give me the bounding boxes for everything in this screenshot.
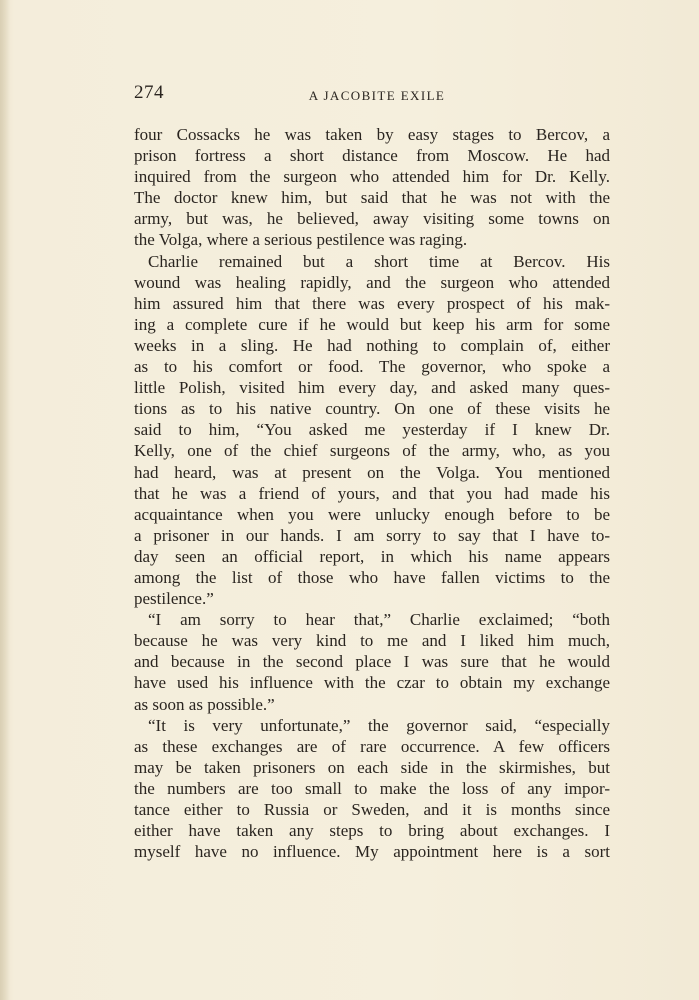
text-line: him assured him that there was every prospect of his mak-: [134, 293, 610, 313]
text-line: weeks in a sling. He had nothing to complain of, either: [134, 335, 610, 355]
page-binding-shadow: [0, 0, 10, 1000]
text-line: prison fortress a short distance from Moscow. He had: [134, 146, 610, 166]
text-line: tions as to his native country. On one of these visits he: [134, 399, 610, 419]
text-line: have used his influence with the czar to obtain my exchange: [134, 673, 610, 693]
text-line: myself have no influence. My appointment here is a sort: [134, 842, 610, 862]
text-line: as these exchanges are of rare occurrence. A few officers: [134, 736, 610, 756]
text-line: little Polish, visited him every day, and asked many ques-: [134, 378, 610, 398]
text-line: may be taken prisoners on each side in the skirmishes, but: [134, 757, 610, 777]
text-line: tance either to Russia or Sweden, and it is months since: [134, 800, 610, 819]
text-line: pestilence.”: [134, 589, 214, 609]
page-header: [134, 82, 610, 106]
text-line: and because in the second place I was sure that he would: [134, 652, 610, 672]
text-line: army, but was, he believed, away visiting some towns on: [134, 209, 610, 229]
text-line: had heard, was at present on the Volga. You mentioned: [134, 462, 610, 482]
text-line: as soon as possible.”: [134, 694, 275, 714]
text-line: as to his comfort or food. The governor, who spoke a: [134, 357, 610, 377]
text-line: inquired from the surgeon who attended him for Dr. Kelly.: [134, 167, 610, 187]
running-head: A JACOBITE EXILE: [308, 88, 446, 103]
body-text: [134, 124, 610, 862]
text-line: four Cossacks he was taken by easy stages to Bercov, a: [134, 125, 610, 144]
page-number: 274: [134, 82, 164, 103]
text-line: the Volga, where a serious pestilence was raging.: [134, 230, 468, 250]
text-line: because he was very kind to me and I liked him much,: [134, 631, 610, 651]
text-line: said to him, “You asked me yesterday if I knew Dr.: [134, 420, 610, 440]
text-line: among the list of those who have fallen victims to the: [134, 567, 610, 587]
text-line: wound was healing rapidly, and the surgeon who attended: [134, 272, 610, 292]
text-line: day seen an official report, in which his name appears: [134, 546, 610, 566]
text-line: either have taken any steps to bring about exchanges. I: [134, 821, 610, 841]
text-line: a prisoner in our hands. I am sorry to say that I have to-: [134, 525, 610, 545]
text-line: the numbers are too small to make the loss of any impor-: [134, 778, 610, 798]
text-line: “I am sorry to hear that,” Charlie exclaimed; “both: [148, 610, 610, 630]
text-line: Kelly, one of the chief surgeons of the army, who, as you: [134, 441, 610, 461]
text-line: “It is very unfortunate,” the governor said, “especially: [148, 715, 610, 735]
text-line: The doctor knew him, but said that he was not with the: [134, 188, 610, 208]
text-line: that he was a friend of yours, and that you had made his: [134, 483, 610, 503]
text-line: acquaintance when you were unlucky enough before to be: [134, 504, 610, 524]
text-line: Charlie remained but a short time at Bercov. His: [148, 251, 610, 271]
text-line: ing a complete cure if he would but keep his arm for some: [134, 314, 610, 334]
